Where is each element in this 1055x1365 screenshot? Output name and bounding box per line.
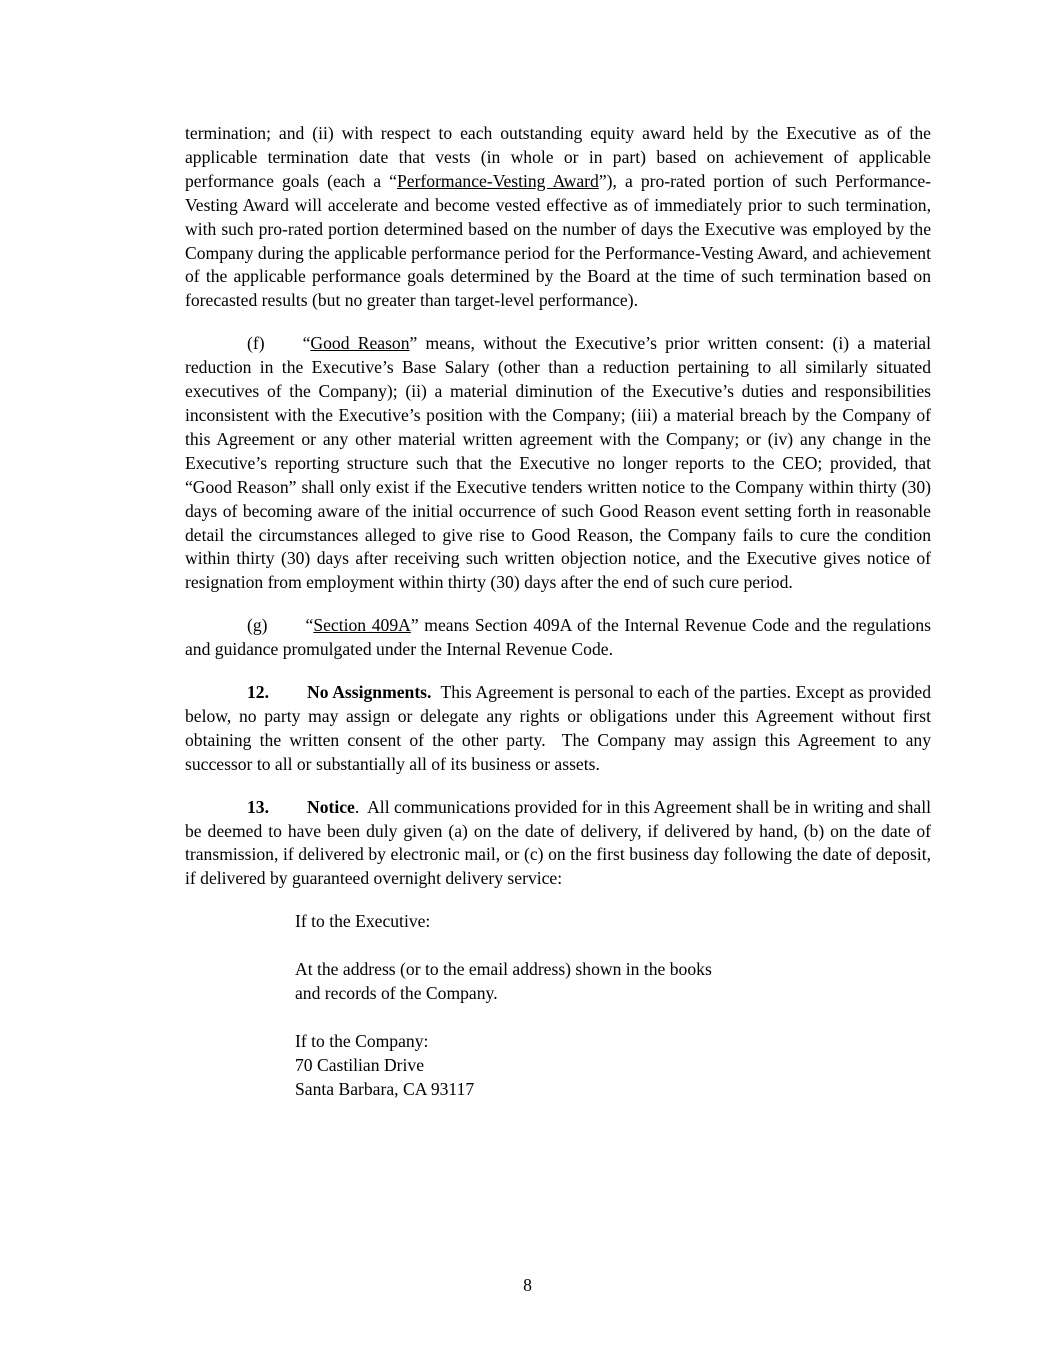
text-run: ” means Section 409A of the Internal Revenue Code and the regulations and guidance promulgated under the Internal Revenue Code. (185, 615, 931, 660)
text-run: 70 Castilian Drive (295, 1054, 424, 1075)
text-run: “ (305, 615, 314, 636)
paragraph (185, 332, 931, 595)
text-run: ”), a pro-rated portion of such Performance-Vesting Award will accelerate and become vested effective as of immediately prior to such termination, with such pro-rated portion determined based on the number of days the Executive was employed by the Company during the applicable performance period for the Performance-Vesting Award, and achievement of the applicable performance goals determined by the Board at the time of such termination based on forecasted results (but no greater than target-level performance). (185, 170, 932, 311)
text-run: At the address (or to the email address) shown in the books (295, 959, 712, 980)
paragraph (185, 796, 931, 892)
document-body (185, 122, 931, 1126)
paragraph (295, 1030, 931, 1102)
text-run: (f) (247, 333, 265, 354)
paragraph (295, 958, 931, 1006)
text-run: Good Reason (310, 333, 410, 354)
paragraph (295, 910, 931, 934)
text-run: . All communications provided for in this Agreement shall be in writing and shall be deemed to have been duly given (a) on the date of delivery, if delivered by hand, (b) on the date of transmission, if delivered by electronic mail, or (c) on the first business day following the date of deposit, if delivered by guaranteed overnight delivery service: (185, 796, 931, 889)
text-run: No Assignments. (307, 682, 432, 703)
text-run: Notice (307, 796, 355, 817)
text-run: “ (302, 333, 311, 354)
text-run: Section 409A (313, 615, 411, 636)
page-number: 8 (523, 1275, 532, 1295)
paragraph (185, 122, 931, 313)
text-run: ” means, without the Executive’s prior written consent: (i) a material reduction in the Executive’s Base Salary (other than a reduction pertaining to all similarly situated executives of the Company); (ii) a material diminution of the Executive’s duties and responsibilities inconsistent with the Executive’s position with the Company; (iii) a material breach by the Company of this Agreement or any other material written agreement with the Company; or (iv) any change in the Executive’s reporting structure such that the Executive no longer reports to the CEO; provided, that “Good Reason” shall only exist if the Executive tenders written notice to the Company within thirty (30) days of becoming aware of the initial occurrence of such Good Reason event setting forth in reasonable detail the circumstances alleged to give rise to Good Reason, the Company fails to cure the condition within thirty (30) days after receiving such written objection notice, and the Executive gives notice of resignation from employment within thirty (30) days after the end of such cure period. (185, 333, 931, 593)
text-run: termination; and (ii) with respect to each outstanding equity award held by the Executive as of the applicable termination date that vests (in whole or in part) based on achievement of applicable performance goals (each a “ (185, 123, 931, 191)
text-run: If to the Company: (295, 1031, 429, 1051)
paragraph (185, 614, 931, 662)
text-run: This Agreement is personal to each of the parties. Except as provided below, no party may assign or delegate any rights or obligations under this Agreement without first obtaining the written consent of the other party. The Company may assign this Agreement to any successor to all or substantially all of its business or assets. (185, 682, 932, 774)
paragraph (185, 681, 931, 777)
text-run: and records of the Company. (295, 983, 498, 1004)
text-run: 12. (247, 682, 269, 703)
text-run: (g) (247, 615, 268, 636)
text-run: 13. (247, 796, 269, 817)
text-run: Performance-Vesting Award (396, 170, 599, 191)
text-run: Santa Barbara, CA 93117 (295, 1078, 475, 1099)
text-run: If to the Executive: (295, 911, 431, 932)
